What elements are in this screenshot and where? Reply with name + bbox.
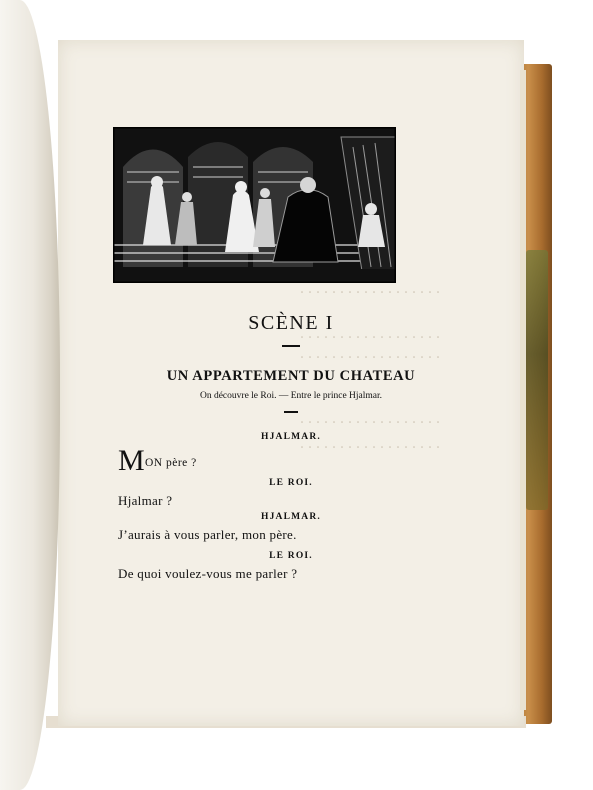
dialogue-line: De quoi voulez-vous me parler ?: [118, 566, 298, 581]
show-through-text: · · · · · · · · · · · · · · · · · ·: [300, 285, 441, 299]
speaker-label: LE ROI.: [269, 551, 313, 561]
woodcut-illustration: [113, 127, 396, 283]
speaker-label: HJALMAR.: [261, 432, 321, 442]
show-through-text: · · · · · · · · · · · · · · · · · ·: [300, 350, 441, 364]
show-through-text: · · · · · · · · · · · · · · · · · ·: [300, 415, 441, 429]
speaker-label: LE ROI.: [269, 478, 313, 488]
stage-direction: On découvre le Roi. — Entre le prince Hjalmar.: [199, 391, 383, 401]
dialogue-text: ON père ?: [144, 457, 197, 469]
show-through-text: · · · · · · · · · · · · · · · · · ·: [300, 330, 441, 344]
direction-rule: [284, 411, 298, 413]
cover-marbling: [526, 250, 548, 510]
dialogue-line: Hjalmar ?: [118, 493, 173, 508]
scene-title: SCÈNE I: [248, 312, 334, 334]
drop-cap: M: [118, 444, 145, 477]
title-rule: [282, 345, 300, 347]
dialogue-line: J’aurais à vous parler, mon père.: [118, 527, 297, 542]
woodcut-illustration-drawing: [113, 127, 396, 283]
show-through-text: · · · · · · · · · · · · · · · · · ·: [300, 440, 441, 454]
speaker-label: HJALMAR.: [261, 512, 321, 522]
dialogue-line: [118, 446, 197, 476]
left-page-curl: [0, 0, 60, 790]
scene-subtitle: UN APPARTEMENT DU CHATEAU: [166, 368, 416, 384]
page-block-edge: [520, 70, 526, 710]
